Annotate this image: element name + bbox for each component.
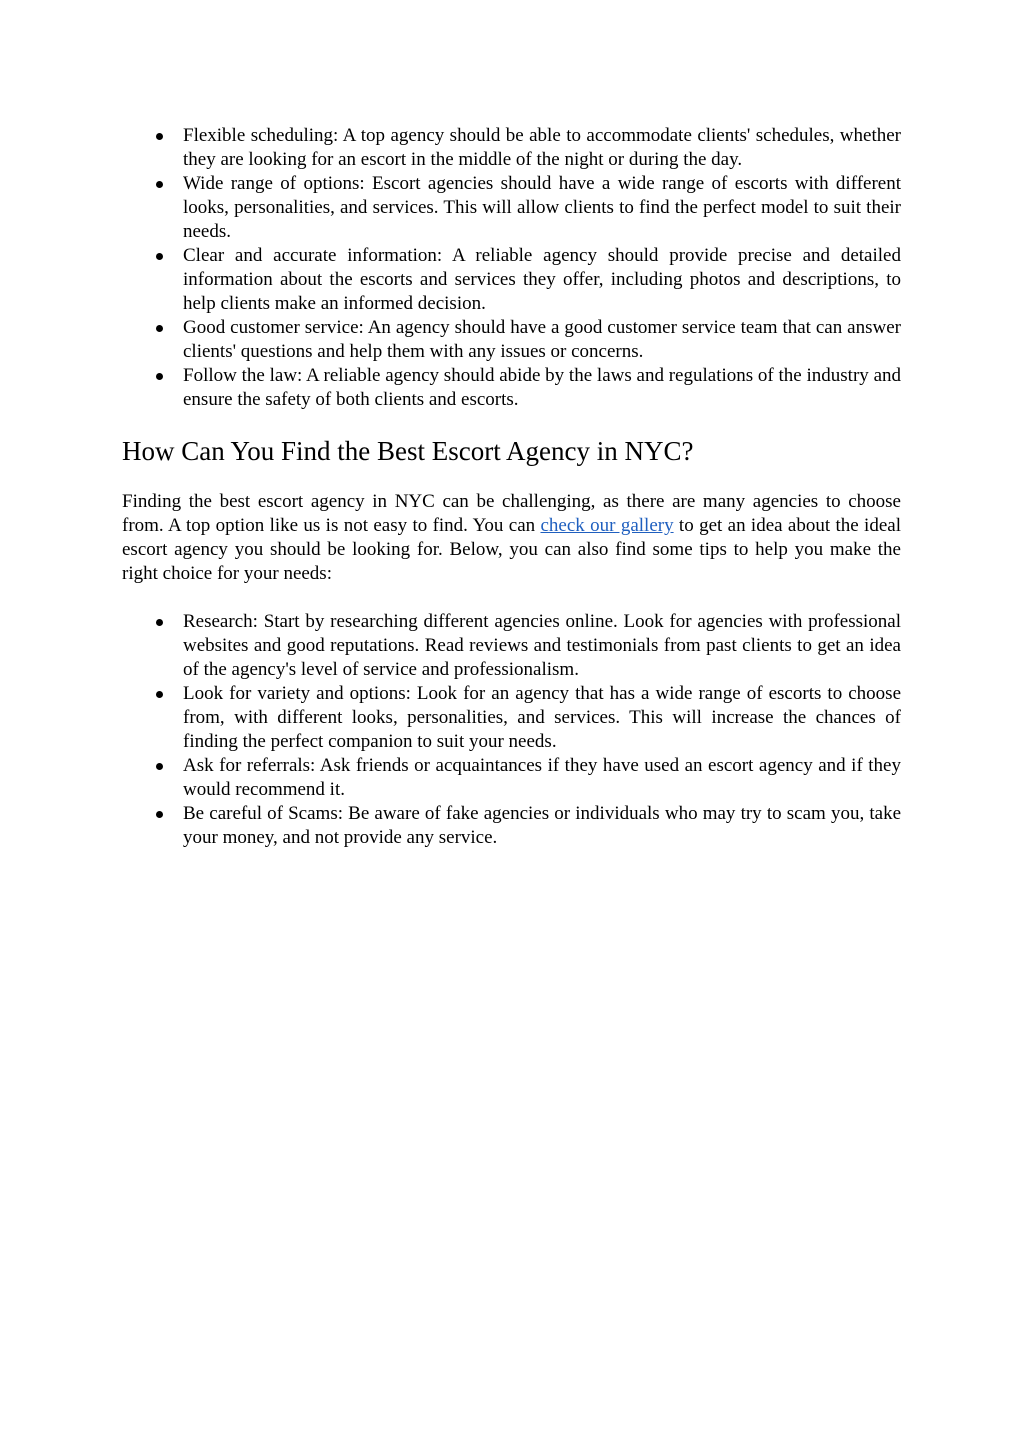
tips-list bbox=[122, 610, 901, 850]
list-item-text: Good customer service: An agency should have a good customer service team that can answer clients' questions and help them with any issues or concerns. bbox=[183, 317, 901, 362]
list-item-text: Flexible scheduling: A top agency should be able to accommodate clients' schedules, whether they are looking for an escort in the middle of the night or during the day. bbox=[183, 125, 901, 170]
bullet-icon bbox=[156, 619, 163, 626]
bullet-icon bbox=[156, 181, 163, 188]
bullet-icon bbox=[156, 763, 163, 770]
list-item bbox=[122, 124, 901, 172]
list-item-text: Be careful of Scams: Be aware of fake agencies or individuals who may try to scam you, take your money, and not provide any service. bbox=[183, 803, 901, 848]
list-item-text: Follow the law: A reliable agency should abide by the laws and regulations of the industry and ensure the safety of both clients and escorts. bbox=[183, 365, 901, 410]
list-item bbox=[122, 610, 901, 682]
list-item bbox=[122, 316, 901, 364]
intro-paragraph bbox=[122, 490, 901, 586]
list-item-text: Ask for referrals: Ask friends or acquaintances if they have used an escort agency and if they would recommend it. bbox=[183, 755, 901, 800]
list-item-text: Wide range of options: Escort agencies should have a wide range of escorts with different looks, personalities, and services. This will allow clients to find the perfect model to suit their needs. bbox=[183, 173, 901, 242]
list-item-text: Clear and accurate information: A reliable agency should provide precise and detailed information about the escorts and services they offer, including photos and descriptions, to help clients make an informed decision. bbox=[183, 245, 901, 314]
agency-qualities-list bbox=[122, 124, 901, 412]
list-item bbox=[122, 244, 901, 316]
list-item bbox=[122, 682, 901, 754]
bullet-icon bbox=[156, 373, 163, 380]
list-item-text: Look for variety and options: Look for an agency that has a wide range of escorts to choose from, with different looks, personalities, and services. This will increase the chances of finding the perfect companion to suit your needs. bbox=[183, 683, 901, 752]
list-item-text: Research: Start by researching different agencies online. Look for agencies with professional websites and good reputations. Read reviews and testimonials from past clients to get an idea of the agency's level of service and professionalism. bbox=[183, 611, 901, 680]
page-content bbox=[122, 124, 901, 850]
list-item bbox=[122, 802, 901, 850]
section-heading: How Can You Find the Best Escort Agency in NYC? bbox=[122, 436, 694, 466]
bullet-icon bbox=[156, 691, 163, 698]
bullet-icon bbox=[156, 811, 163, 818]
list-item bbox=[122, 364, 901, 412]
intro-text-after: to get an idea about the ideal escort agency you should be looking for. Below, you can also find some tips to help you make the right choice for your needs: bbox=[122, 515, 901, 584]
list-item bbox=[122, 754, 901, 802]
list-item bbox=[122, 172, 901, 244]
bullet-icon bbox=[156, 325, 163, 332]
bullet-icon bbox=[156, 253, 163, 260]
intro-text-before: Finding the best escort agency in NYC can be challenging, as there are many agencies to choose from. A top option like us is not easy to find. You can bbox=[122, 491, 901, 536]
bullet-icon bbox=[156, 133, 163, 140]
gallery-link[interactable]: check our gallery bbox=[540, 515, 674, 536]
